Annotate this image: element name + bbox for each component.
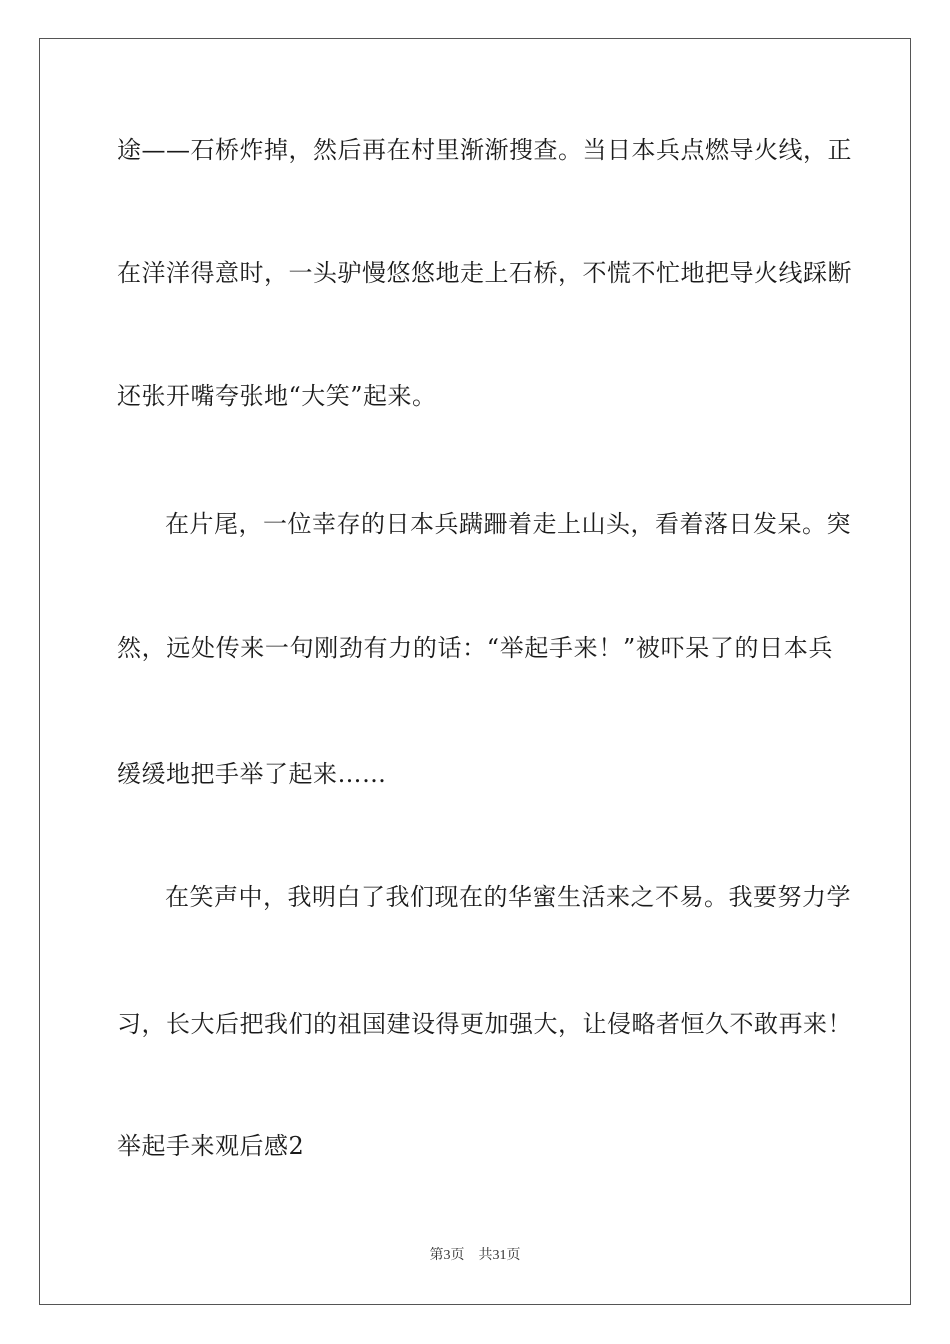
paragraph-line: 缓缓地把手举了起来……: [117, 760, 387, 788]
paragraph-line: 途——石桥炸掉，然后再在村里渐渐搜查。当日本兵点燃导火线，正: [117, 136, 852, 164]
page-total: 共31页: [478, 1248, 521, 1263]
section-heading: 举起手来观后感2: [117, 1132, 305, 1160]
paragraph-line: 还张开嘴夸张地“大笑”起来。: [117, 382, 437, 410]
page-number: 第3页: [429, 1248, 465, 1263]
page-footer: [0, 1247, 950, 1265]
paragraph-line: 习，长大后把我们的祖国建设得更加强大，让侵略者恒久不敢再来！: [117, 1010, 852, 1038]
paragraph-line: 然，远处传来一句刚劲有力的话：“举起手来！”被吓呆了的日本兵: [117, 634, 833, 662]
paragraph-line: 在片尾，一位幸存的日本兵蹒跚着走上山头，看着落日发呆。突: [165, 510, 851, 538]
paragraph-line: 在笑声中，我明白了我们现在的华蜜生活来之不易。我要努力学: [165, 883, 851, 911]
page-border: [39, 38, 911, 1305]
paragraph-line: 在洋洋得意时，一头驴慢悠悠地走上石桥，不慌不忙地把导火线踩断: [117, 259, 852, 287]
